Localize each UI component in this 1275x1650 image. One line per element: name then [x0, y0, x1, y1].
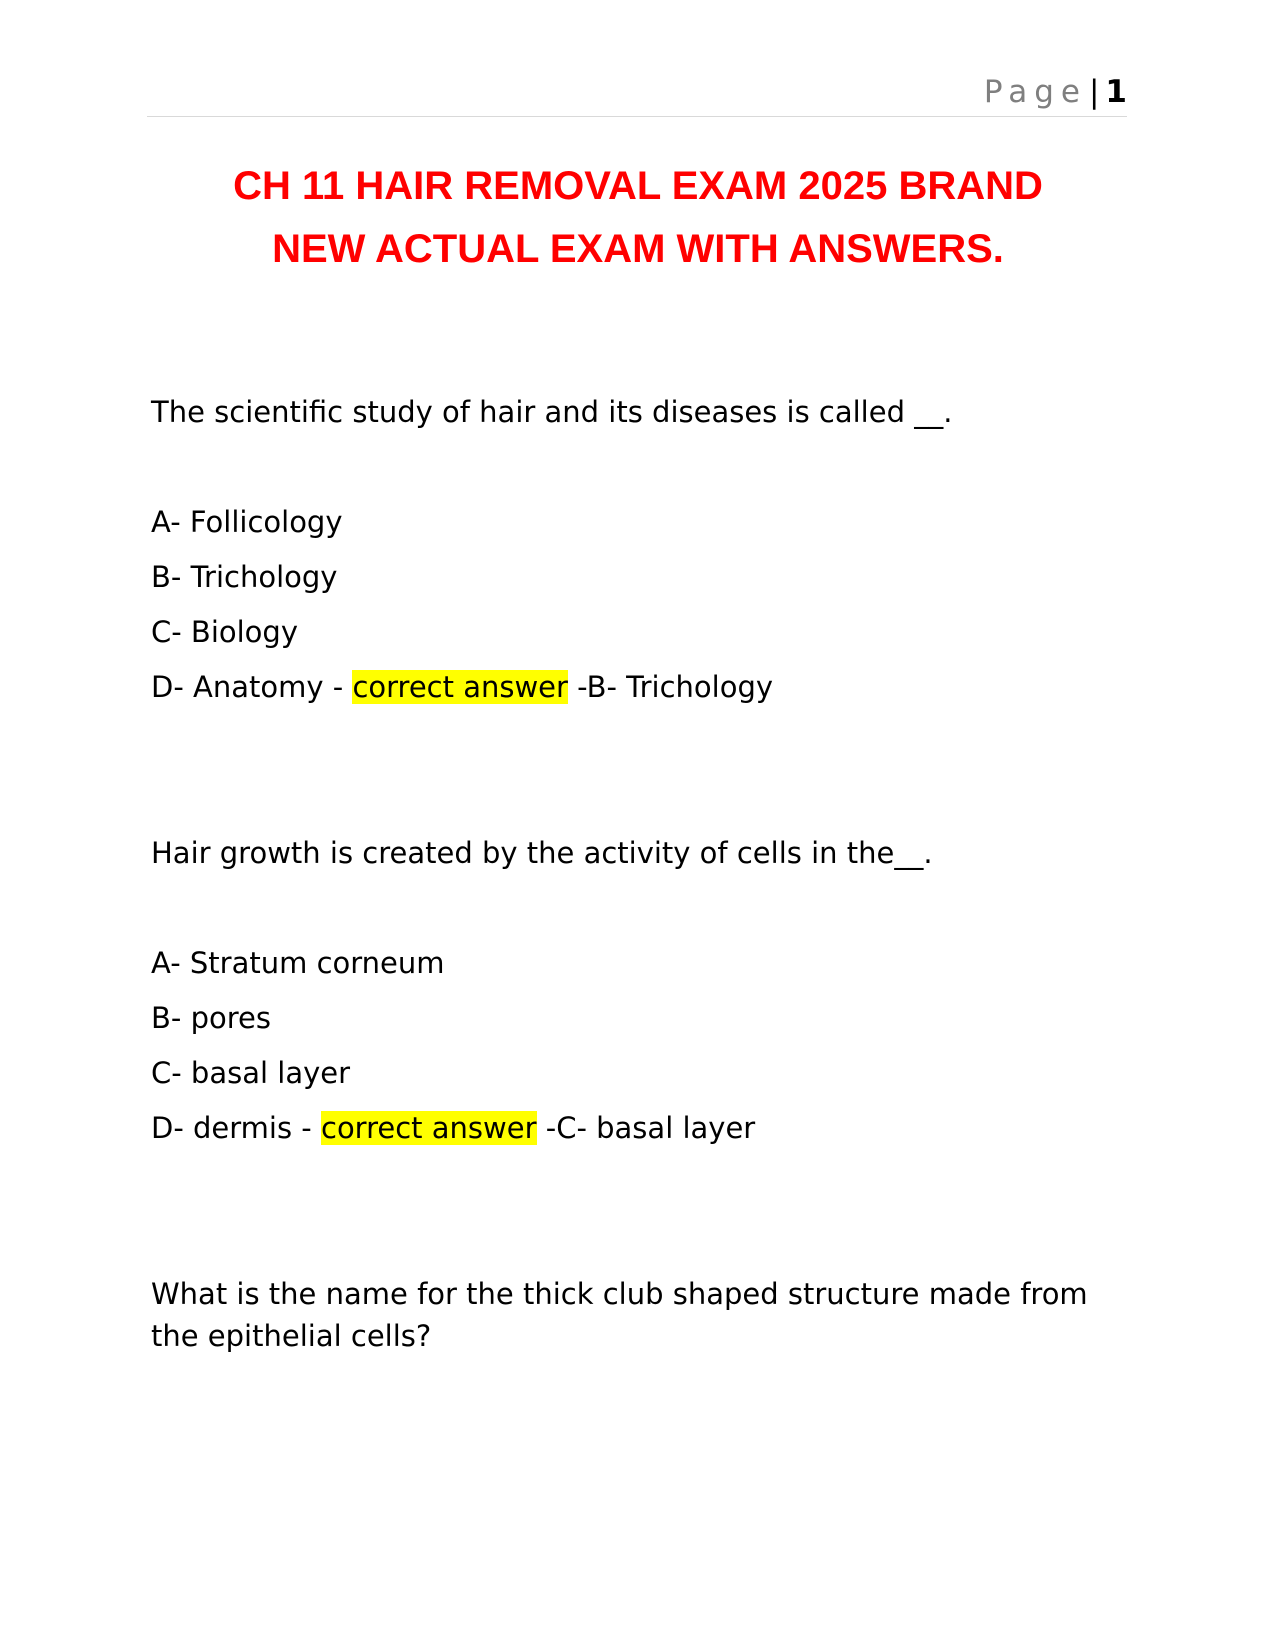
- page-header: [147, 72, 1127, 117]
- page-number-value: 1: [1105, 74, 1127, 110]
- page-separator: |: [1088, 74, 1100, 110]
- question-2-option-b: B- pores: [151, 1001, 271, 1035]
- correct-answer-highlight: correct answer: [321, 1111, 537, 1145]
- question-2-text: Hair growth is created by the activity of cells in the__.: [151, 836, 933, 870]
- document-title: [120, 155, 1156, 281]
- page-number: [984, 72, 1127, 112]
- page-label: Page: [983, 74, 1087, 110]
- question-2-option-c: C- basal layer: [151, 1056, 351, 1090]
- question-2-answer: -C- basal layer: [545, 1111, 756, 1145]
- title-line-1: CH 11 HAIR REMOVAL EXAM 2025 BRAND: [233, 164, 1043, 208]
- question-3-text: What is the name for the thick club shaped structure made from the epithelial cells?: [151, 1277, 1088, 1353]
- question-1-option-c: C- Biology: [151, 615, 298, 649]
- title-line-2: NEW ACTUAL EXAM WITH ANSWERS.: [272, 227, 1004, 271]
- question-1-option-d: D- Anatomy -: [151, 670, 344, 704]
- question-1-option-a: A- Follicology: [151, 505, 343, 539]
- correct-answer-highlight: correct answer: [352, 670, 568, 704]
- question-1-option-b: B- Trichology: [151, 560, 338, 594]
- question-2-option-a: A- Stratum corneum: [151, 946, 445, 980]
- question-2-option-d: D- dermis -: [151, 1111, 312, 1145]
- question-1-text: The scientific study of hair and its diseases is called __.: [151, 395, 953, 429]
- question-2-option-d-answer: [151, 1107, 755, 1149]
- question-1-option-d-answer: [151, 666, 773, 708]
- question-1-answer: -B- Trichology: [577, 670, 774, 704]
